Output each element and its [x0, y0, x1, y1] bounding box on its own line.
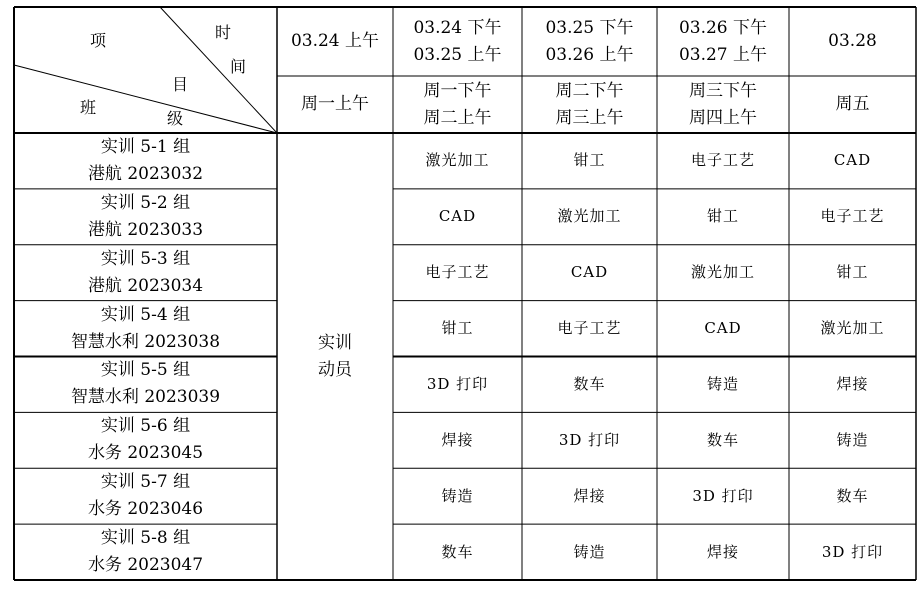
subject-cell	[657, 524, 789, 580]
header-date-text: 03.24 下午	[413, 17, 502, 38]
class-name: 智慧水利 2023039	[70, 387, 221, 408]
subject-cell	[522, 301, 657, 357]
subject-cell	[522, 468, 657, 524]
header-weekday-cell	[277, 76, 393, 133]
subject-text: 数车	[706, 430, 739, 449]
header-date-cell	[393, 7, 522, 76]
subject-text: 铸造	[573, 542, 606, 561]
subject-cell	[657, 245, 789, 301]
subject-cell	[393, 524, 522, 580]
header-weekday-cell	[393, 76, 522, 133]
header-date-text: 03.24 上午	[290, 31, 380, 51]
header-date-cell	[522, 7, 657, 76]
header-date-text: 03.26 上午	[545, 44, 634, 65]
subject-text: 3D 打印	[692, 486, 754, 505]
header-weekday-text: 周三上午	[555, 107, 624, 128]
subject-text: 铸造	[441, 486, 474, 505]
subject-cell	[522, 357, 657, 413]
subject-cell	[657, 301, 789, 357]
subject-text: 焊接	[441, 430, 474, 449]
subject-cell	[522, 133, 657, 189]
subject-text: 数车	[441, 542, 474, 561]
subject-cell	[657, 189, 789, 245]
subject-cell	[522, 245, 657, 301]
group-name: 实训 5-7 组	[100, 472, 191, 493]
class-name: 智慧水利 2023038	[70, 331, 221, 352]
subject-text: 数车	[836, 486, 869, 505]
header-weekday-text: 周二上午	[423, 107, 492, 128]
class-group-cell	[14, 301, 277, 357]
header-date-cell	[657, 7, 789, 76]
subject-text: 铸造	[706, 374, 739, 393]
class-group-cell	[14, 357, 277, 413]
subject-cell	[393, 189, 522, 245]
header-weekday-text: 周五	[835, 94, 870, 114]
merged-mobilization-cell	[277, 133, 393, 580]
class-name: 水务 2023046	[87, 499, 204, 520]
subject-text: 焊接	[573, 486, 606, 505]
header-weekday-text: 周一上午	[301, 94, 369, 114]
subject-cell	[789, 524, 916, 580]
subject-cell	[393, 412, 522, 468]
subject-text: 电子工艺	[820, 207, 885, 226]
subject-cell	[393, 245, 522, 301]
class-name: 水务 2023045	[87, 443, 204, 464]
class-group-cell	[14, 468, 277, 524]
subject-text: 激光加工	[690, 263, 755, 282]
subject-text: 钳工	[573, 151, 606, 170]
header-date-cell	[277, 7, 393, 76]
subject-text: 钳工	[836, 263, 869, 282]
header-date-text: 03.27 上午	[678, 44, 768, 65]
class-group-cell	[14, 524, 277, 580]
subject-text: 钳工	[706, 207, 739, 226]
class-name: 港航 2023032	[87, 163, 204, 184]
header-date-text: 03.28	[828, 31, 877, 51]
subject-text: 电子工艺	[690, 151, 755, 170]
subject-text: 3D 打印	[821, 542, 884, 561]
subject-cell	[522, 189, 657, 245]
subject-text: CAD	[438, 207, 477, 226]
class-name: 港航 2023033	[87, 219, 204, 240]
subject-cell	[393, 468, 522, 524]
group-name: 实训 5-1 组	[100, 136, 191, 157]
header-weekday-text: 周二下午	[555, 80, 624, 101]
header-date-text: 03.25 下午	[545, 17, 634, 38]
corner-label-ji: 级	[167, 109, 184, 128]
subject-text: 数车	[573, 374, 606, 393]
header-weekday-text: 周四上午	[689, 107, 757, 128]
subject-cell	[789, 189, 916, 245]
class-group-cell	[14, 133, 277, 189]
subject-cell	[657, 133, 789, 189]
subject-text: 3D 打印	[558, 430, 621, 449]
corner-label-shi: 时	[215, 23, 232, 42]
subject-cell	[393, 133, 522, 189]
header-weekday-text: 周三下午	[689, 80, 757, 101]
subject-text: CAD	[704, 319, 742, 338]
subject-text: 铸造	[836, 430, 869, 449]
subject-text: 焊接	[836, 374, 869, 393]
corner-label-ban: 班	[80, 98, 97, 117]
group-name: 实训 5-8 组	[100, 528, 191, 549]
group-name: 实训 5-2 组	[100, 192, 191, 213]
subject-cell	[522, 524, 657, 580]
header-weekday-cell	[522, 76, 657, 133]
corner-label-mu: 目	[172, 75, 189, 94]
class-name: 水务 2023047	[87, 555, 204, 576]
subject-cell	[789, 357, 916, 413]
subject-text: 激光加工	[425, 151, 490, 170]
subject-cell	[657, 468, 789, 524]
corner-label-xiang: 项	[90, 31, 107, 50]
class-name: 港航 2023034	[87, 275, 204, 296]
group-name: 实训 5-4 组	[100, 304, 191, 325]
corner-label-jian: 间	[230, 57, 247, 76]
class-group-cell	[14, 189, 277, 245]
subject-text: 激光加工	[820, 319, 885, 338]
header-weekday-cell	[789, 76, 916, 133]
subject-cell	[789, 301, 916, 357]
subject-cell	[657, 357, 789, 413]
subject-text: 电子工艺	[425, 263, 490, 282]
subject-cell	[789, 133, 916, 189]
header-date-text: 03.25 上午	[413, 44, 502, 65]
subject-text: 电子工艺	[557, 319, 622, 338]
class-group-cell	[14, 245, 277, 301]
header-weekday-text: 周一下午	[423, 80, 492, 101]
subject-cell	[522, 412, 657, 468]
header-date-cell	[789, 7, 916, 76]
subject-cell	[393, 301, 522, 357]
subject-text: 钳工	[441, 319, 474, 338]
subject-cell	[657, 412, 789, 468]
group-name: 实训 5-6 组	[100, 416, 191, 437]
subject-cell	[789, 245, 916, 301]
subject-cell	[789, 412, 916, 468]
subject-text: CAD	[833, 151, 872, 170]
mobilization-line-2: 动员	[318, 359, 352, 380]
class-group-cell	[14, 412, 277, 468]
header-date-text: 03.26 下午	[678, 17, 768, 38]
subject-text: 焊接	[706, 542, 739, 561]
subject-cell	[393, 357, 522, 413]
group-name: 实训 5-5 组	[100, 360, 191, 381]
subject-text: 激光加工	[557, 207, 622, 226]
header-weekday-cell	[657, 76, 789, 133]
subject-text: 3D 打印	[426, 374, 489, 393]
subject-text: CAD	[570, 263, 609, 282]
group-name: 实训 5-3 组	[100, 248, 191, 269]
subject-cell	[789, 468, 916, 524]
mobilization-line-1: 实训	[318, 332, 352, 353]
